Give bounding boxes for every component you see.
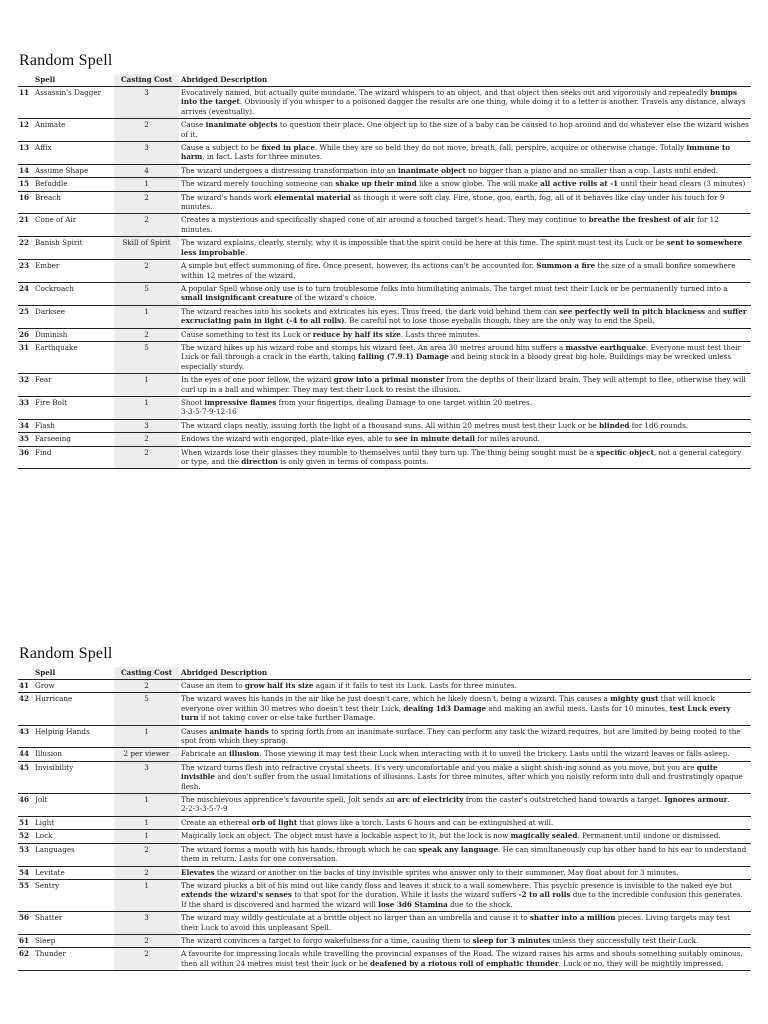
description-text: . Be careful not to lose those eyeballs though, they are the only way to end the Spell.	[344, 316, 655, 326]
table-row	[18, 866, 751, 879]
description-emphasis: see perfectly well in pitch blackness	[559, 306, 706, 316]
description-text: from your fingertips, dealing Damage to one target within 20 metres.	[276, 397, 533, 407]
description-text: no bigger than a piano and no smaller than a cup. Lasts until ended.	[465, 165, 718, 175]
casting-cost: 2	[114, 119, 179, 142]
casting-cost: Skill of Spirit	[114, 237, 179, 260]
description-text: Fabricate an	[181, 749, 230, 759]
casting-cost: 1	[114, 794, 179, 817]
spell-table	[18, 667, 751, 971]
description-emphasis: lose 3d6 Stamina	[378, 899, 448, 909]
description-text: again if it fails to test its Luck. Lasts for three minutes.	[313, 681, 517, 690]
spell-name: Levitate	[33, 866, 114, 879]
description-text: . Everyone must test their Luck or fall through a crack in the earth, taking	[181, 342, 741, 362]
description-emphasis: speak any language	[418, 844, 499, 854]
spell-number: 41	[18, 680, 33, 693]
spell-number: 31	[18, 341, 33, 373]
description-emphasis: Summon a fire	[536, 261, 596, 271]
table-row	[18, 830, 751, 843]
description-emphasis: breathe the freshest of air	[588, 215, 695, 225]
casting-cost: 1	[114, 830, 179, 843]
description-text: for miles around.	[475, 434, 540, 444]
description-emphasis: deafened by a riotous roll of emphatic thunder	[369, 958, 559, 968]
spell-number: 56	[18, 912, 33, 935]
casting-cost: 2	[114, 328, 179, 341]
description-text: The wizard claps neatly, issuing forth the light of a thousand suns. All within 20 metres must test their Luck or be	[181, 420, 600, 430]
description-text: The wizard merely touching someone can	[181, 179, 336, 189]
spell-description	[179, 237, 751, 260]
spell-number: 24	[18, 282, 33, 305]
spell-description	[179, 305, 751, 328]
spell-name: Languages	[33, 843, 114, 866]
description-text: Evocatively named, but actually quite mundane. The wizard whispers to an object, and that object then seeks out and vigorously and repeatedly	[181, 88, 711, 97]
description-text: Creates a mysterious and specifically shaped cone of air around a touched target's head. They may continue to	[181, 215, 589, 225]
description-text: Causes	[181, 726, 210, 736]
spell-name: Sentry	[33, 879, 114, 911]
spell-number: 45	[18, 761, 33, 793]
casting-cost: 1	[114, 879, 179, 911]
spell-name: Illusion	[33, 748, 114, 761]
table-row	[18, 693, 751, 725]
description-text: Endows the wizard with engorged, plate-like eyes, able to	[181, 434, 395, 444]
header-number	[18, 74, 33, 87]
description-text: Shoot	[181, 397, 205, 407]
table-row	[18, 912, 751, 935]
table-row	[18, 948, 751, 971]
spell-number: 23	[18, 260, 33, 283]
table-row	[18, 282, 751, 305]
spell-number: 16	[18, 191, 33, 214]
description-text: The wizard turns flesh into refractive crystal sheets. It's very uncomfortable and you make a slight shish-ing sound as you move, but you are	[181, 762, 697, 772]
description-emphasis: all active rolls at -1	[540, 179, 619, 189]
spell-name: Jolt	[33, 794, 114, 817]
description-emphasis: extends the wizard's senses	[181, 890, 292, 900]
spell-number: 13	[18, 142, 33, 165]
casting-cost: 4	[114, 164, 179, 177]
table-row	[18, 396, 751, 419]
spell-number: 34	[18, 419, 33, 432]
spell-number: 62	[18, 948, 33, 971]
description-emphasis: quite invisible	[181, 762, 718, 782]
spell-description	[179, 693, 751, 725]
description-text: 3-3-5-7-9-12-16	[181, 407, 237, 417]
spell-name: Lock	[33, 830, 114, 843]
description-text: The wizard explains, clearly, sternly, why it is impossible that the spirit could be here at this time. The spirit must test its Luck or be	[181, 238, 667, 248]
spell-name: Earthquake	[33, 341, 114, 373]
table-row	[18, 305, 751, 328]
description-emphasis: shatter into a million	[529, 913, 616, 923]
spell-description	[179, 680, 751, 693]
spell-number: 52	[18, 830, 33, 843]
table-row	[18, 237, 751, 260]
spell-name: Cone of Air	[33, 214, 114, 237]
description-emphasis: suffer excruciating pain in light (-4 to all rolls)	[181, 306, 747, 326]
table-row	[18, 374, 751, 397]
table-row	[18, 433, 751, 446]
spell-number: 26	[18, 328, 33, 341]
spell-number: 51	[18, 816, 33, 829]
description-emphasis: illusion	[229, 749, 260, 759]
description-text: A favourite for impressing locals while travelling the provincial expanses of the Road. The wizard raises his arms and shouts something suitably ominous, then all within 24 metres must test their luck or be	[181, 949, 743, 968]
header-spell: Spell	[33, 74, 114, 87]
casting-cost: 2 per viewer	[114, 748, 179, 761]
description-text: Create an ethereal	[181, 817, 252, 827]
description-text: . Lasts three minutes.	[400, 329, 481, 339]
description-text: , not a general category or type, and the	[181, 447, 742, 466]
spell-number: 55	[18, 879, 33, 911]
description-text: The wizard may wildly gesticulate at a brittle object no larger than an umbrella and cause it to	[181, 913, 530, 923]
spell-number: 53	[18, 843, 33, 866]
description-text: the wizard or another on the backs of tiny invisible sprites who answer only to their summoner. May float about for 3 minutes.	[214, 867, 679, 877]
description-text: if not taking cover or else take further Damage.	[198, 713, 376, 723]
spell-name: Animate	[33, 119, 114, 142]
casting-cost: 2	[114, 680, 179, 693]
spell-name: Befuddle	[33, 178, 114, 191]
spell-number: 44	[18, 748, 33, 761]
spell-name: Thunder	[33, 948, 114, 971]
description-text: to question their place. One object up to the size of a baby can be caused to hop around and do whatever else the wizard wishes of it.	[181, 120, 749, 139]
description-text: A popular Spell whose only use is to turn troublesome folks into humiliating animals. The target must test their Luck or be permanently turned into a	[181, 283, 728, 293]
description-text: from the depths of their lizard brain. They will attempt to flee, otherwise they will curl up in a ball and whimper. They may test their Luck to resist the illusion.	[181, 375, 746, 394]
description-text: and being stuck in a bloody great big hole. Buildings may be wrecked unless especially sturdy.	[181, 352, 732, 371]
description-text: for 1d6 rounds.	[629, 420, 689, 430]
spell-description	[179, 260, 751, 283]
spell-description	[179, 282, 751, 305]
spell-name: Affix	[33, 142, 114, 165]
casting-cost: 2	[114, 214, 179, 237]
description-text: to spring forth from an inanimate surface. They can perform any task the wizard requires, but are limited by being rooted to the spot from which they sprang.	[181, 726, 741, 746]
table-header-row	[18, 74, 751, 87]
spell-description	[179, 191, 751, 214]
header-casting-cost: Casting Cost	[114, 667, 179, 680]
spell-description	[179, 830, 751, 843]
table-row	[18, 341, 751, 373]
description-emphasis: direction	[241, 457, 278, 466]
table-row	[18, 794, 751, 817]
casting-cost: 2	[114, 191, 179, 214]
header-casting-cost: Casting Cost	[114, 74, 179, 87]
description-emphasis: immune to harm	[181, 143, 731, 162]
spell-description	[179, 164, 751, 177]
description-text: until their head clears (3 minutes)	[618, 179, 746, 189]
spell-number: 46	[18, 794, 33, 817]
table-row	[18, 843, 751, 866]
spell-number: 25	[18, 305, 33, 328]
table-row	[18, 178, 751, 191]
description-text: In the eyes of one poor fellow, the wizard	[181, 375, 334, 385]
description-emphasis: specific object	[596, 447, 654, 457]
casting-cost: 2	[114, 948, 179, 971]
spell-description	[179, 761, 751, 793]
spell-number: 21	[18, 214, 33, 237]
description-text: Cause a subject to be	[181, 143, 262, 153]
description-text: due to the incredible confusion this generates. If the shard is discovered and harmed the wizard will	[181, 890, 743, 909]
spell-description	[179, 214, 751, 237]
casting-cost: 3	[114, 87, 179, 119]
spell-description	[179, 446, 751, 469]
description-emphasis: fixed in place	[261, 143, 315, 153]
description-text: Cause	[181, 120, 206, 130]
spell-table	[18, 74, 751, 469]
spell-section-2	[18, 645, 751, 971]
spell-number: 43	[18, 725, 33, 748]
spell-description	[179, 374, 751, 397]
table-row	[18, 142, 751, 165]
spell-section-1	[18, 52, 751, 469]
casting-cost: 2	[114, 866, 179, 879]
description-text: The mischievous apprentice's favourite spell, Jolt sends an	[181, 795, 398, 805]
description-emphasis: impressive flames	[204, 397, 277, 407]
description-emphasis: arc of electricity	[397, 795, 464, 805]
table-row	[18, 725, 751, 748]
description-emphasis: dealing 1d3 Damage	[403, 703, 487, 713]
spell-description	[179, 879, 751, 911]
spell-description	[179, 843, 751, 866]
description-text: that will knock everyone over within 30 metres who doesn't test their Luck,	[181, 694, 715, 713]
description-emphasis: see in minute detail	[394, 434, 476, 444]
description-text: . Those viewing it may test their Luck when interacting with it to unveil the trickery. Lasts until the wizard leaves or falls asleep.	[259, 749, 730, 759]
casting-cost: 3	[114, 419, 179, 432]
description-text: due to the shock.	[447, 899, 513, 909]
spell-name: Hurricane	[33, 693, 114, 725]
description-emphasis: massive earthquake	[565, 342, 646, 352]
casting-cost: 2	[114, 260, 179, 283]
description-text: from the caster's outstretched hand towards a target.	[463, 795, 665, 805]
spell-number: 35	[18, 433, 33, 446]
casting-cost: 3	[114, 761, 179, 793]
casting-cost: 3	[114, 142, 179, 165]
spell-name: Fear	[33, 374, 114, 397]
spell-number: 15	[18, 178, 33, 191]
description-emphasis: inanimate object	[397, 165, 466, 175]
description-emphasis: mighty gust	[610, 694, 659, 704]
casting-cost: 2	[114, 446, 179, 469]
spell-description	[179, 142, 751, 165]
spell-name: Fire Bolt	[33, 396, 114, 419]
spell-name: Cockroach	[33, 282, 114, 305]
description-text: . Obviously if you whisper to a poisoned dagger the results are one thing, while doing it to a letter is another. Travels any distance, always arrives (eventually).	[181, 97, 746, 116]
casting-cost: 1	[114, 178, 179, 191]
header-description: Abridged Description	[179, 667, 751, 680]
spell-number: 22	[18, 237, 33, 260]
table-row	[18, 214, 751, 237]
spell-name: Helping Hands	[33, 725, 114, 748]
spell-description	[179, 794, 751, 817]
description-text: .	[244, 247, 248, 257]
description-text: Cause something to test its Luck or	[181, 329, 313, 339]
description-emphasis: sleep for 3 minutes	[472, 935, 551, 945]
header-description: Abridged Description	[179, 74, 751, 87]
table-row	[18, 748, 751, 761]
description-text: . He can simultaneously cup his other hand to his ear to understand them in return. Lasts for one conversation.	[181, 844, 747, 864]
description-text: .	[727, 795, 730, 805]
description-text: of the wizard's choice.	[292, 293, 377, 303]
casting-cost: 5	[114, 341, 179, 373]
description-emphasis: Ignores armour	[664, 795, 728, 805]
description-text: like a snow globe. The will make	[416, 179, 541, 189]
table-row	[18, 260, 751, 283]
spell-number: 36	[18, 446, 33, 469]
table-row	[18, 761, 751, 793]
description-text: The wizard's hands work	[181, 192, 275, 202]
description-emphasis: elemental material	[274, 192, 351, 202]
spell-number: 11	[18, 87, 33, 119]
description-emphasis: shake up their mind	[335, 179, 417, 189]
casting-cost: 3	[114, 912, 179, 935]
description-text: and don't suffer from the usual limitations of illusions. Lasts for three minutes, after which you noisily reform into dull and frustratingly opaque flesh.	[181, 772, 743, 791]
description-emphasis: magically sealed	[510, 831, 578, 841]
description-text: the size of a small bonfire somewhere within 12 metres of the wizard.	[181, 261, 736, 280]
spell-description	[179, 328, 751, 341]
casting-cost: 5	[114, 282, 179, 305]
description-text: The wizard forms a mouth with his hands, through which he can	[181, 844, 419, 854]
description-emphasis: orb of light	[251, 817, 298, 827]
description-emphasis: small insignificant creature	[181, 293, 293, 303]
spell-number: 32	[18, 374, 33, 397]
description-text: The wizard undergoes a distressing transformation into an	[181, 165, 398, 175]
spell-description	[179, 87, 751, 119]
description-emphasis: test Luck every turn	[181, 703, 731, 723]
spell-name: Sleep	[33, 934, 114, 947]
casting-cost: 1	[114, 374, 179, 397]
description-emphasis: falling (7.9.1) Damage	[358, 352, 449, 362]
table-row	[18, 164, 751, 177]
description-text: . While they are so held they do not move, breath, fall, perspire, acquire or otherwise change. Totally	[314, 143, 687, 153]
description-text: and	[705, 306, 724, 316]
description-emphasis: grow into a primal monster	[333, 375, 445, 385]
spell-number: 33	[18, 396, 33, 419]
section-title: Random Spell	[19, 645, 113, 662]
header-spell: Spell	[33, 667, 114, 680]
spell-description	[179, 748, 751, 761]
spell-name: Shatter	[33, 912, 114, 935]
spell-number: 54	[18, 866, 33, 879]
spell-description	[179, 341, 751, 373]
table-row	[18, 879, 751, 911]
table-row	[18, 328, 751, 341]
casting-cost: 2	[114, 934, 179, 947]
table-row	[18, 419, 751, 432]
description-text: When wizards lose their glasses they mumble to themselves until they turn up. The thing being sought must be a	[181, 447, 597, 457]
spell-name: Ember	[33, 260, 114, 283]
spell-name: Banish Spirit	[33, 237, 114, 260]
spell-name: Flash	[33, 419, 114, 432]
description-text: is only given in terms of compass points.	[277, 457, 429, 466]
spell-description	[179, 396, 751, 419]
spell-name: Invisibility	[33, 761, 114, 793]
description-text: The wizard waves his hands in the air like he just doesn't care, which he likely doesn't, being a wizard. This causes a	[181, 694, 611, 704]
casting-cost: 1	[114, 725, 179, 748]
spell-description	[179, 948, 751, 971]
description-text: pieces. Living targets may test their Luck to avoid this unpleasant Spell.	[181, 913, 730, 932]
spell-number: 61	[18, 934, 33, 947]
spell-name: Farseeing	[33, 433, 114, 446]
spell-description	[179, 433, 751, 446]
casting-cost: 2	[114, 433, 179, 446]
spell-description	[179, 866, 751, 879]
description-emphasis: animate hands	[209, 726, 269, 736]
description-text: and making an awful mess. Lasts for 10 minutes,	[486, 703, 670, 713]
description-text: to that spot for the duration. While it lasts the wizard suffers	[291, 890, 519, 900]
description-text: The wizard hikes up his wizard robe and stomps his wizard feet. An area 30 metres around him suffers a	[181, 342, 566, 352]
description-text: The wizard reaches into his sockets and extricates his eyes. Thus freed, the dark void behind them can	[181, 306, 560, 316]
casting-cost: 1	[114, 396, 179, 419]
spell-description	[179, 912, 751, 935]
header-number	[18, 667, 33, 680]
description-text: that glows like a torch. Lasts 6 hours and can be extinguished at will.	[297, 817, 554, 827]
description-text: unless they successfully test their Luck.	[550, 935, 699, 945]
table-row	[18, 680, 751, 693]
description-text: Magically lock an object. The object must have a lockable aspect to it, but the lock is now	[181, 831, 511, 841]
spell-name: Darksee	[33, 305, 114, 328]
spell-number: 42	[18, 693, 33, 725]
spell-number: 12	[18, 119, 33, 142]
table-row	[18, 446, 751, 469]
description-emphasis: inanimate objects	[205, 120, 278, 130]
table-row	[18, 191, 751, 214]
spell-description	[179, 934, 751, 947]
casting-cost: 1	[114, 305, 179, 328]
description-emphasis: grow half its size	[244, 681, 314, 690]
description-emphasis: -2 to all rolls	[518, 890, 571, 900]
table-header-row	[18, 667, 751, 680]
spell-name: Diminish	[33, 328, 114, 341]
description-emphasis: reduce by half its size	[312, 329, 401, 339]
table-row	[18, 87, 751, 119]
spell-name: Assassin's Dagger	[33, 87, 114, 119]
spell-description	[179, 119, 751, 142]
description-emphasis: Elevates	[181, 867, 215, 877]
description-emphasis: bumps into the target	[181, 88, 737, 107]
description-text: for 12 minutes.	[181, 215, 719, 234]
description-text: as though it were soft clay. Fire, stone, goo, earth, fog, all of it behaves like clay under his touch for 9 minutes.	[181, 192, 725, 212]
spell-name: Grow	[33, 680, 114, 693]
spell-name: Find	[33, 446, 114, 469]
description-emphasis: sent to somewhere less improbable	[181, 238, 743, 257]
spell-description	[179, 178, 751, 191]
section-title: Random Spell	[19, 52, 113, 69]
table-row	[18, 119, 751, 142]
casting-cost: 2	[114, 843, 179, 866]
description-text: Cause an item to	[181, 681, 245, 690]
description-emphasis: blinded	[599, 420, 630, 430]
spell-name: Light	[33, 816, 114, 829]
spell-description	[179, 816, 751, 829]
description-text: 2-2-3-3-5-7-9	[181, 804, 228, 814]
spell-name: Breach	[33, 191, 114, 214]
description-text: . Luck or no, they will be mightily impressed.	[558, 958, 724, 968]
description-text: A simple but effect summoning of fire. Once present, however, its actions can't be accounted for.	[181, 261, 537, 271]
casting-cost: 1	[114, 816, 179, 829]
description-text: The wizard convinces a target to forgo wakefulness for a time, causing them to	[181, 935, 473, 945]
spell-number: 14	[18, 164, 33, 177]
spell-description	[179, 725, 751, 748]
description-text: , in fact. Lasts for three minutes.	[202, 152, 323, 162]
spell-description	[179, 419, 751, 432]
spell-name: Assume Shape	[33, 164, 114, 177]
table-row	[18, 934, 751, 947]
casting-cost: 5	[114, 693, 179, 725]
description-text: . Permanent until undone or dismissed.	[577, 831, 721, 841]
description-text: The wizard plucks a bit of his mind out like candy floss and leaves it stuck to a wall somewhere. This psychic presence is invisible to the naked eye but	[181, 880, 733, 890]
table-row	[18, 816, 751, 829]
